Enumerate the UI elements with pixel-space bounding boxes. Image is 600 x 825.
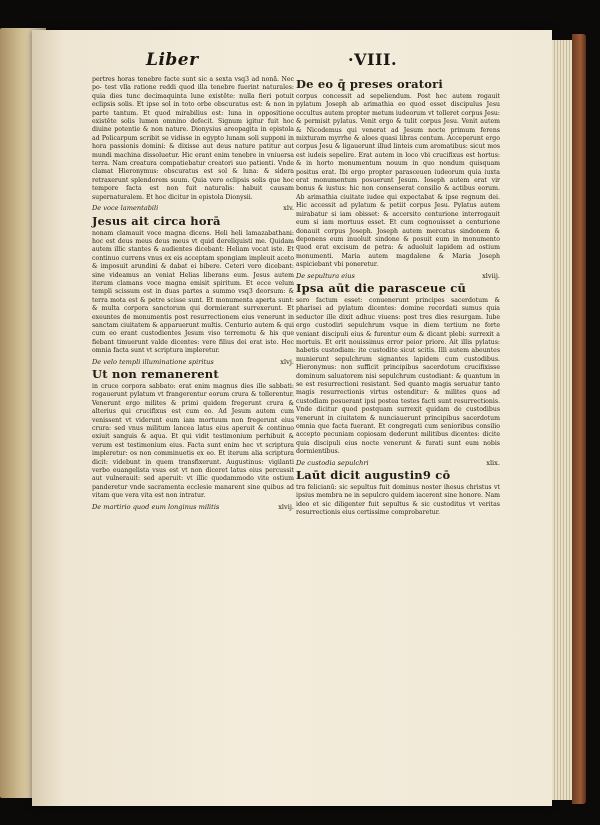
body-paragraph: sero factum esset: conuenerunt principes sacerdotum & pharisei ad pylatum dicentes: domine recordati sumus quia seductor ille dixit adhuc viuens: post tres dies resurgam. Iube ergo custodiri sepulchrum vsque in diem tertium ne forte veniant discipuli eius & furentur eum & dicant plebi: surrexit a mortuis. Et erit nouissimus error peior priore. Ait illis pylatus: habetis custodiam: ite custodite sicut scitis. Illi autem abeuntes munierunt sepulchrum signantes lapidem cum custodibus. Hieronymus: non sufficit principibus sacerdotum crucifixisse dominum saluatorem nisi sepulchrum custodiant: & quantum in se est resurrectioni resistant. Sed quanto magis seruatur tanto magis resurrectionis virtus ostenditur: & milites quos ad custodiam posuerant ipsi postea testes facti sunt resurrectionis. Vnde dicitur quod postquam surrexit quidam de custodibus venerunt in ciuitatem & nunciauerunt principibus sacerdotum omnia que facta fuerant. Et congregati cum senioribus consilio accepto pecuniam copiosam dederunt militibus dicentes: dicite quia discipuli eius nocte venerunt & furati sunt eum nobis dormientibus.	[296, 296, 500, 456]
section-heading: De eo q̄ preses oratori	[296, 77, 444, 91]
section-number: xlviij.	[482, 271, 500, 280]
text-column-right	[296, 76, 500, 518]
body-paragraph: tra felicianū: sic sepultus fuit dominus noster ihesus christus vt ipsius membra ne in sepulcro quidem iacerent sine honore. Nam ideo et sic diligenter fuit sepultus & sic custoditus vt veritas resurrectionis eius certissime comprobaretur.	[296, 484, 500, 517]
body-paragraph: pertres horas tenebre facte sunt sic a sexta vsq3 ad nonã. Nec po- test vlla ratione reddi quod illa tenebre fuerint naturales: quia dies tunc decimaquinta lune existēte: nulla fieri potuit eclipsis solis. Et ipse sol in toto orbe obscuratus est: & non in parte tantum. Et quod mirabilius est: luna in oppositione existēte solis lumen omnino defecit. Signum igitur fuit hoc diuine potentie & non nature. Dionysius areopagita in epistola ad Policarpum scribit se vidisse in egypto lunam soli supponi in hora passionis domini: & dixisse aut deus nature patitur aut mundi machina dissoluetur. Hic erant enim tenebre in vniuersa terra. Nam creatura compatiebatur creatori suo patienti. Vnde clamat Hieronymus: obscuratus est sol & luna: & sidera retraxerunt splendorem suum. Quia vero eclipsis solis que hoc tempore facta est non fuit naturalis: habuit causam supernaturalem. Et hoc dicitur in epistola Dionysii.	[92, 76, 294, 201]
section-title	[92, 358, 294, 366]
section-heading: Ut non remanerent	[92, 367, 219, 381]
section-heading: Ipsa aūt die parasceue cū	[296, 280, 467, 295]
body-paragraph: in cruce corpora sabbato: erat enim magnus dies ille sabbati: rogauerunt pylatum vt frangerentur eorum crura & tollerentur. Venerunt ergo milites & primi quidem fregerunt crura & alterius qui crucifixus est cum eo. Ad Jesum autem cum venissent vt viderunt eum iam mortuum non fregerunt eius crura: sed vnus militum lancea latus eius aperuit & continuo exiuit sanguis & aqua. Et qui vidit testimonium perhibuit & verum est testimonium eius. Facta sunt enim hec vt scriptura impleretur: os non comminuetis ex eo. Et iterum alia scriptura dicit: videbunt in quem transfixerunt. Augustinus: vigilanti verbo euangelista vsus est vt non diceret latus eius percussit aut vulnerauit: sed aperuit: vt illic quodammodo vite ostium panderetur vnde sacramenta ecclesie manarent sine quibus ad vitam que vera vita est non intratur.	[92, 383, 294, 500]
section-number: xlv.	[283, 204, 294, 213]
running-header-left: Liber	[146, 50, 199, 70]
section-title-text: De martirio quod eum longinus militis	[92, 502, 220, 511]
section-number: xlix.	[486, 458, 500, 467]
book-cover-edge	[572, 34, 586, 804]
section-title-text: De custodia sepulchri	[296, 458, 369, 467]
body-paragraph: corpus concessit ad sepeliendum. Post hec autem rogauit pylatum Joseph ab arimathia eo quod esset discipulus Jesu occultus autem propter metum iudeorum vt tolleret corpus Jesu: & permisit pylatus. Venit ergo & tulit corpus Jesu. Venit autem & Nicodemus qui venerat ad Jesum nocte primum ferens mixturam myrrhe & aloes quasi libras centum. Acceperunt ergo corpus Jesu & ligauerunt illud linteis cum aromatibus: sicut mos est iudeis sepelire. Erat autem in loco vbi crucifixus est hortus: & in horto monumentum nouum in quo nondum quisquam positus erat. Ibi ergo propter parasceuen iudeorum quia iuxta erat monumentum posuerunt Jesum. Ioseph autem erat vir bonus & iustus: hic non consenserat consilio & actibus eorum. Ab arimathia ciuitate iudee qui expectabat & ipse regnum dei. Hic accessit ad pylatum & petiit corpus Jesu. Pylatus autem mirabatur si iam obisset: & accersito centurione interrogauit eum si iam mortuus esset. Et cum cognouisset a centurione donauit corpus Joseph. Joseph autem mercatus sindonem & deponens eum inuoluit sindone & posuit eum in monumento quod erat excisum de petra: & aduoluit lapidem ad ostium monumenti. Maria autem magdalene & Maria Joseph aspiciebant vbi poneretur.	[296, 93, 500, 269]
section-number: xlvj.	[280, 357, 294, 366]
text-column-left	[92, 76, 294, 513]
section-title-text: De velo templi illuminatione spiritus	[92, 357, 214, 366]
section-heading: Laūt dicit augustin9 cō	[296, 468, 451, 483]
running-header-folio: ·VIII.	[348, 50, 398, 69]
section-heading: Jesus ait circa horā	[92, 213, 221, 228]
section-number: xlvij.	[278, 502, 294, 511]
section-title-text: De sepultura eius	[296, 271, 355, 280]
body-paragraph: nonam clamauit voce magna dicens. Heli heli lamazabathani: hoc est deus meus deus meus vt quid dereliquisti me. Quidam autem illic stantes & audientes dicebant: Heliam vocat iste. Et continuo currens vnus ex eis acceptam spongiam impleuit aceto & imposuit arundini & dabat ei bibere. Ceteri vero dicebant: sine videamus an veniat Helias liberans eum. Jesus autem iterum clamans voce magna emisit spiritum. Et ecce velum templi scissum est in duas partes a summo vsq3 deorsum: & terra mota est & petre scisse sunt. Et monumenta aperta sunt: & multa corpora sanctorum qui dormierant surrexerunt. Et exeuntes de monumentis post resurrectionem eius venerunt in sanctam ciuitatem & apparuerunt multis. Centurio autem & qui cum eo erant custodientes Jesum viso terremotu & his que fiebant timuerunt valde dicentes: vere filius dei erat iste. Hec omnia facta sunt vt scriptura impleretur.	[92, 229, 294, 355]
page-edges	[552, 40, 572, 800]
section-title	[296, 272, 500, 280]
section-title-text: De voce lamentabili	[92, 204, 159, 213]
section-title	[92, 204, 294, 212]
section-title	[92, 503, 294, 511]
section-title	[296, 459, 500, 467]
